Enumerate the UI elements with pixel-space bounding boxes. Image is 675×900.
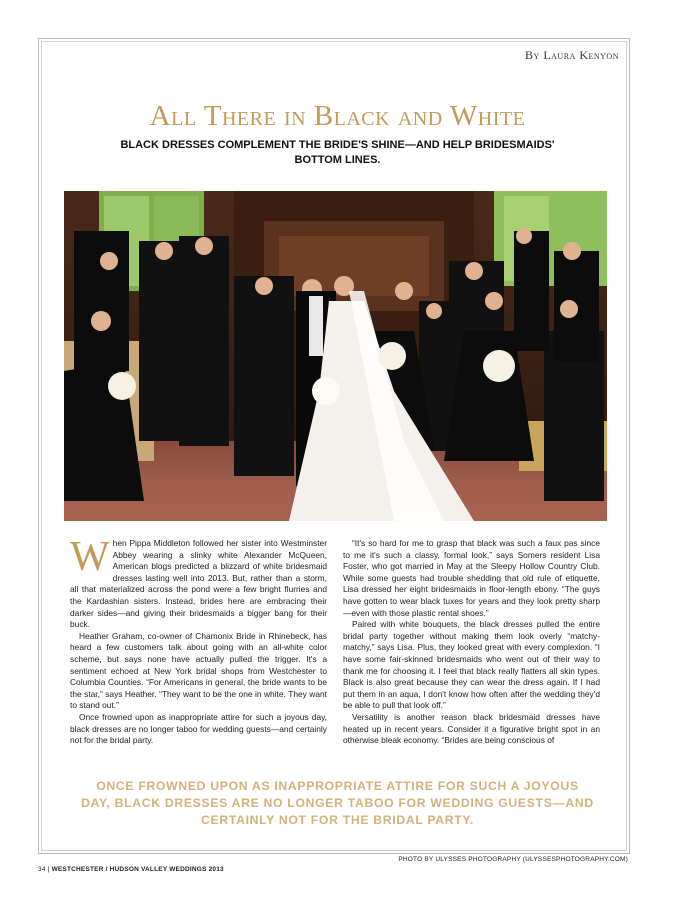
article-subtitle: BLACK DRESSES COMPLEMENT THE BRIDE'S SHINE—AND HELP BRIDESMAIDS' BOTTOM LINES. <box>120 139 555 166</box>
photo-credit: PHOTO BY ULYSSES PHOTOGRAPHY (ULYSSESPHOTOGRAPHY.COM) <box>398 856 628 863</box>
pull-quote: ONCE FROWNED UPON AS INAPPROPRIATE ATTIRE FOR SUCH A JOYOUS DAY, BLACK DRESSES ARE NO LONGER TABOO FOR WEDDING GUESTS—AND CERTAINLY NOT FOR THE BRIDAL PARTY. <box>81 779 594 827</box>
folio-separator: | <box>47 866 50 873</box>
paragraph: “It's so hard for me to grasp that black was such a faux pas since to me it's such a classy, formal look,” says Somers resident Lisa Foster, who got married in May at the Sleepy Hollow Country Club. While some guests had trouble shedding that old rule of etiquette, Lisa dressed her eight bridesmaids in floor-length ebony. “The guys have gotten to wear black tuxes for years and they look pretty sharp—even with those plastic rental shoes.” <box>343 538 600 618</box>
byline: By Laura Kenyon <box>525 48 619 62</box>
paragraph: Versatility is another reason black bridesmaid dresses have heated up in recent years. Consider it a figurative bright spot in an otherwise bleak economy. “Brides are being conscious of <box>343 711 600 746</box>
wedding-party-photo-icon <box>64 191 607 521</box>
paragraph: Heather Graham, co-owner of Chamonix Bride in Rhinebeck, has heard a few customers talk about going with an all-white color scheme, but says none have actually pulled the trigger. It's a sentiment echoed at New York bridal shops from Westchester to Columbia Counties. “For Americans in general, the bride wants to be the star,” says Heather. “They want to be the one in white. They want to stand out.” <box>70 630 327 711</box>
article-column-1 <box>70 534 327 747</box>
paragraph: Once frowned upon as inappropriate attire for such a joyous day, black dresses are no longer taboo for wedding guests—and certainly not for the bridal party. <box>70 711 327 746</box>
article-title: All There in Black and White <box>149 100 526 132</box>
paragraph: hen Pippa Middleton followed her sister into Westminster Abbey wearing a slinky white Alexander McQueen, American blogs predicted a blizzard of white bridesmaid dresses lasting well into 2013. But, rather than a storm, all that materialized across the pond were a few bright flurries and the Kardashian sisters. Instead, brides here are embracing their darker sides—and giving their bridesmaids a bigger bang for their buck. <box>70 538 327 630</box>
paragraph: Paired with white bouquets, the black dresses pulled the entire bridal party together without making them look overly “matchy-matchy,” says Lisa. Plus, they looked great with every complexion. “I have some fair-skinned bridesmaids who went out of their way to thank me for choosing it. I feel that black really flatters all skin types. Black is also great because they can wear the dress again. If I had put them in an aqua, I don't know how often after the wedding they'd be able to pull that look off.” <box>343 619 600 711</box>
page-folio <box>38 866 224 873</box>
publication-name: WESTCHESTER / HUDSON VALLEY WEDDINGS 2013 <box>51 866 224 873</box>
page-number: 34 <box>38 866 46 873</box>
article-body <box>70 534 600 768</box>
article-column-2 <box>343 538 600 747</box>
wedding-party-photo <box>64 191 607 521</box>
drop-cap: W <box>70 534 110 580</box>
